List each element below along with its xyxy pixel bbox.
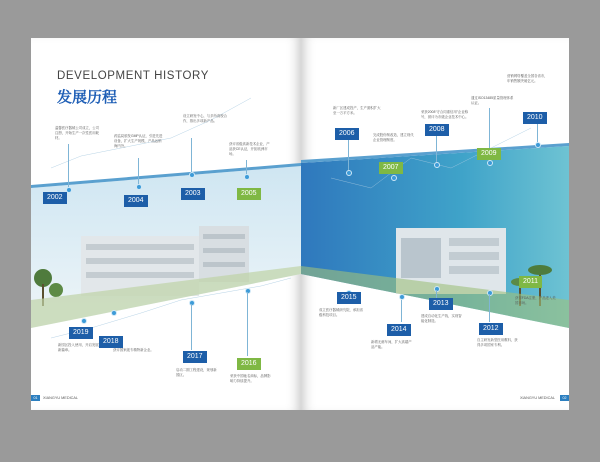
- page-number-left: 01: [31, 395, 40, 401]
- connector-line: [191, 138, 192, 174]
- connector-line: [537, 124, 538, 144]
- year-badge-2017: 2017: [183, 351, 207, 363]
- page-number-right: 02: [560, 395, 569, 401]
- history-text-2005: 获评省级高新技术企业，产品获CE认证，开拓欧洲市场。: [229, 142, 270, 156]
- connector-line: [247, 292, 248, 356]
- connector-line: [489, 108, 490, 148]
- history-text-2002: 温馨医疗器械公司成立，公司注册，开始生产一次性医用耗材。: [55, 126, 100, 140]
- connector-line: [436, 136, 437, 164]
- right-illustration: [301, 38, 569, 410]
- history-text-2003: 药监局颁发GMP认证，引进先进设备，扩大生产规模，产品远销海内外。: [114, 134, 163, 148]
- footer-brand-right: XIANGYU MEDICAL: [519, 396, 555, 400]
- timeline-dot: [399, 294, 405, 300]
- year-badge-2010: 2010: [523, 112, 547, 124]
- history-text-2019: 新园区投入使用，开启发展新篇章。: [58, 343, 99, 352]
- connector-line: [138, 158, 139, 186]
- timeline-dot: [434, 286, 440, 292]
- timeline-dot: [81, 318, 87, 324]
- history-text-2017: 启动二期工程建设，规划新园区。: [176, 368, 217, 377]
- left-page: [31, 38, 301, 410]
- year-badge-2016: 2016: [237, 358, 261, 370]
- year-badge-2019: 2019: [69, 327, 93, 339]
- section-title-en: DEVELOPMENT HISTORY: [57, 70, 209, 82]
- timeline-dot: [434, 162, 440, 168]
- year-badge-2015: 2015: [337, 292, 361, 304]
- history-text-2014: 新增无菌车间，扩大高端产品产能。: [371, 340, 412, 349]
- history-text-2011: 获得FDA注册，产品进入美国市场。: [515, 296, 556, 305]
- history-text-2010: 营销网络覆盖全国各省市，年销售额突破亿元。: [507, 74, 548, 83]
- footer-brand-left: XIANGYU MEDICAL: [43, 396, 79, 400]
- year-badge-2003: 2004: [124, 195, 148, 207]
- timeline-dot: [66, 187, 72, 193]
- timeline-dot: [136, 184, 142, 190]
- right-page: [301, 38, 569, 410]
- connector-line: [68, 144, 69, 188]
- timeline-dot: [346, 170, 352, 176]
- year-badge-2008: 2008: [425, 124, 449, 136]
- timeline-dot: [245, 288, 251, 294]
- history-text-2008: 荣获2008“守合同重信用”企业称号，被评为市级企业技术中心。: [421, 110, 469, 119]
- timeline-dot: [189, 172, 195, 178]
- timeline-dot: [244, 174, 250, 180]
- year-badge-2018: 2018: [99, 336, 123, 348]
- timeline-dot: [391, 175, 397, 181]
- year-badge-2013: 2013: [429, 298, 453, 310]
- history-text-2018: 获评国家级专精特新企业。: [113, 348, 154, 352]
- history-text-2007: 完成股份制改造，建立现代企业管理制度。: [373, 133, 414, 142]
- year-badge-2004: 2003: [181, 188, 205, 200]
- year-badge-2002: 2002: [43, 192, 67, 204]
- history-text-2016: 荣获中国驰名商标，品牌影响力持续提升。: [230, 374, 271, 383]
- history-text-2015: 成立医疗器械研究院，承担省级科技项目。: [319, 308, 364, 317]
- timeline-dot: [535, 142, 541, 148]
- connector-line: [489, 294, 490, 322]
- history-text-2012: 自主研发新型医用敷料，获得多项国家专利。: [477, 338, 518, 347]
- year-badge-2006: 2006: [335, 128, 359, 140]
- timeline-dot: [487, 290, 493, 296]
- timeline-dot: [487, 160, 493, 166]
- left-illustration: [31, 38, 301, 410]
- timeline-dot: [111, 310, 117, 316]
- year-badge-2005: 2005: [237, 188, 261, 200]
- year-badge-2007: 2007: [379, 162, 403, 174]
- connector-line: [191, 304, 192, 350]
- connector-line: [348, 140, 349, 172]
- history-text-2004: 设立研发中心，与多所高校合作，推出多项新产品。: [183, 114, 228, 123]
- year-badge-2014: 2014: [387, 324, 411, 336]
- year-badge-2011: 2011: [519, 276, 542, 288]
- year-badge-2012: 2012: [479, 323, 503, 335]
- history-text-2013: 建成自动化生产线，实现智能化制造。: [421, 314, 462, 323]
- section-title-cn: 发展历程: [57, 89, 118, 106]
- timeline-dot: [189, 300, 195, 306]
- year-badge-2009: 2009: [477, 148, 501, 160]
- history-text-2009: 通过ISO13485质量管理体系认证。: [471, 96, 514, 105]
- history-text-2006: 新厂区建成投产，生产面积扩大至一万平方米。: [333, 106, 381, 115]
